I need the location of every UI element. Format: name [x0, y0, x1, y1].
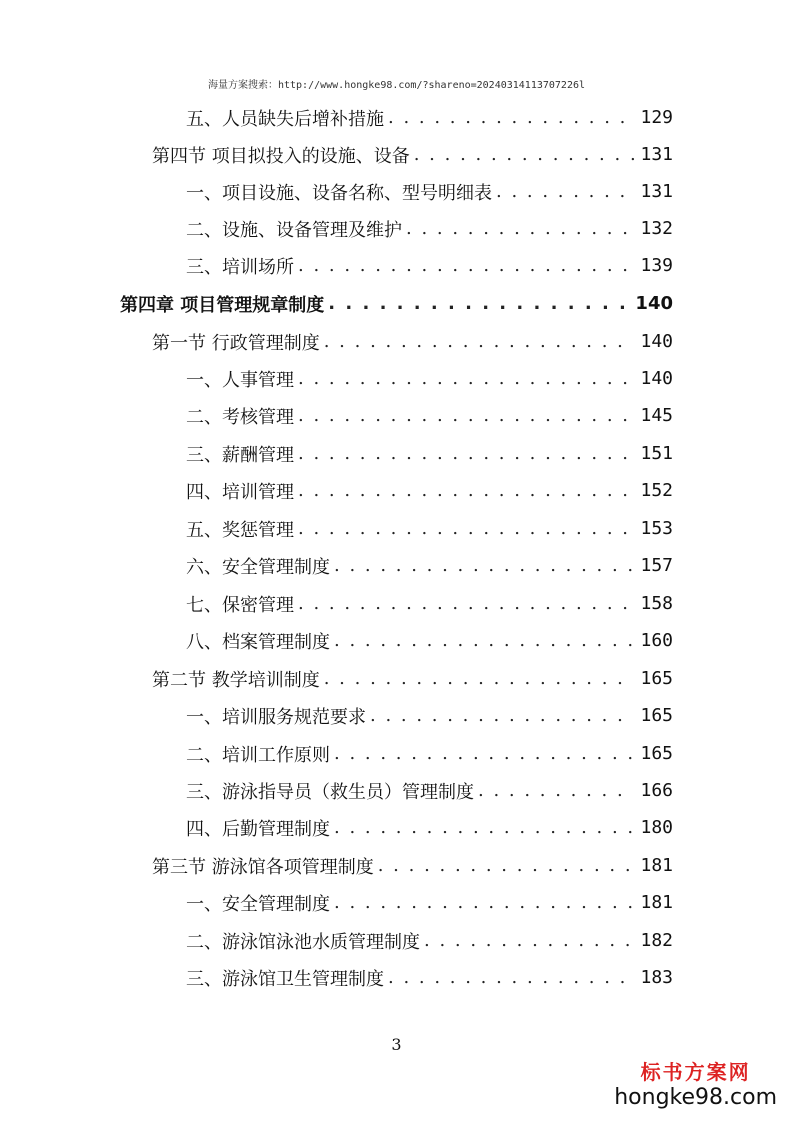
toc-entry-label: 八、档案管理制度 — [186, 631, 330, 653]
toc-entry[interactable] — [186, 472, 673, 509]
toc-entry[interactable] — [186, 397, 673, 434]
toc-entry-label: 六、安全管理制度 — [186, 556, 330, 578]
toc-dot-leader — [298, 405, 634, 426]
toc-entry-label: 一、项目设施、设备名称、型号明细表 — [186, 182, 492, 204]
toc-entry[interactable] — [186, 585, 673, 622]
toc-entry-page: 152 — [640, 480, 673, 501]
toc-dot-leader — [328, 293, 629, 314]
toc-dot-leader — [388, 107, 634, 128]
toc-entry[interactable] — [186, 247, 673, 284]
toc-chapter-entry[interactable] — [120, 285, 673, 322]
toc-entry-page: 139 — [640, 255, 673, 276]
toc-entry-page: 140 — [640, 368, 673, 389]
toc-dot-leader — [334, 555, 634, 576]
toc-entry-page: 181 — [640, 855, 673, 876]
toc-entry-page: 132 — [640, 218, 673, 239]
toc-entry[interactable] — [186, 959, 673, 996]
toc-entry-label: 一、人事管理 — [186, 369, 294, 391]
toc-entry-label: 三、培训场所 — [186, 256, 294, 278]
toc-entry[interactable] — [186, 435, 673, 472]
toc-entry[interactable] — [186, 210, 673, 247]
toc-entry-page: 151 — [640, 443, 673, 464]
toc-entry-label: 五、奖惩管理 — [186, 519, 294, 541]
toc-entry[interactable] — [186, 622, 673, 659]
watermark-cn-text: 标书方案网 — [640, 1060, 751, 1084]
toc-entry-label: 三、游泳馆卫生管理制度 — [186, 968, 384, 990]
toc-entry-label: 七、保密管理 — [186, 594, 294, 616]
toc-entry-label: 四、后勤管理制度 — [186, 818, 330, 840]
toc-entry-label: 三、游泳指导员（救生员）管理制度 — [186, 781, 474, 803]
toc-entry[interactable] — [186, 772, 673, 809]
toc-entry[interactable] — [186, 809, 673, 846]
toc-entry-label: 一、安全管理制度 — [186, 893, 330, 915]
toc-entry[interactable] — [186, 173, 673, 210]
toc-entry[interactable] — [152, 847, 673, 884]
toc-entry-page: 166 — [640, 780, 673, 801]
toc-entry[interactable] — [152, 136, 673, 173]
toc-entry[interactable] — [186, 360, 673, 397]
toc-entry-label: 二、考核管理 — [186, 406, 294, 428]
toc-dot-leader — [334, 743, 634, 764]
toc-dot-leader — [378, 855, 635, 876]
toc-entry-page: 165 — [640, 743, 673, 764]
toc-dot-leader — [324, 668, 635, 689]
toc-entry-label: 二、设施、设备管理及维护 — [186, 219, 402, 241]
toc-entry-page: 183 — [640, 967, 673, 988]
toc-entry-label: 一、培训服务规范要求 — [186, 706, 366, 728]
toc-entry-page: 140 — [640, 331, 673, 352]
toc-dot-leader — [424, 930, 634, 951]
watermark-logo — [614, 1056, 777, 1110]
toc-entry-page: 181 — [640, 892, 673, 913]
toc-entry-page: 140 — [635, 293, 673, 314]
toc-entry-page: 129 — [640, 107, 673, 128]
page-header-url: 海量方案搜索：http://www.hongke98.com/?shareno=20240314113707226l — [207, 80, 586, 91]
toc-entry-page: 165 — [640, 668, 673, 689]
toc-entry-label: 第四章 项目管理规章制度 — [120, 294, 325, 316]
toc-dot-leader — [406, 218, 634, 239]
toc-entry[interactable] — [186, 884, 673, 921]
toc-entry-label: 第二节 教学培训制度 — [152, 669, 320, 691]
toc-dot-leader — [298, 368, 634, 389]
toc-dot-leader — [298, 518, 634, 539]
toc-entry-page: 160 — [640, 630, 673, 651]
toc-entry[interactable] — [186, 547, 673, 584]
toc-entry-label: 三、薪酬管理 — [186, 444, 294, 466]
toc-dot-leader — [324, 331, 635, 352]
toc-entry[interactable] — [152, 323, 673, 360]
toc-entry-page: 157 — [640, 555, 673, 576]
toc-dot-leader — [298, 443, 634, 464]
page-number: 3 — [391, 1035, 402, 1054]
toc-entry[interactable] — [186, 735, 673, 772]
toc-entry-page: 158 — [640, 593, 673, 614]
toc-dot-leader — [334, 630, 634, 651]
toc-dot-leader — [334, 817, 634, 838]
toc-dot-leader — [478, 780, 634, 801]
toc-entry[interactable] — [186, 510, 673, 547]
toc-entry-page: 180 — [640, 817, 673, 838]
toc-dot-leader — [370, 705, 634, 726]
toc-dot-leader — [298, 593, 634, 614]
toc-dot-leader — [298, 480, 634, 501]
toc-entry-label: 第四节 项目拟投入的设施、设备 — [152, 145, 410, 167]
toc-entry[interactable] — [152, 660, 673, 697]
toc-entry-label: 第三节 游泳馆各项管理制度 — [152, 856, 374, 878]
toc-entry[interactable] — [186, 922, 673, 959]
toc-dot-leader — [334, 892, 634, 913]
toc-entry-page: 131 — [640, 144, 673, 165]
toc-entry-label: 五、人员缺失后增补措施 — [186, 108, 384, 130]
toc-entry[interactable] — [186, 697, 673, 734]
toc-entry-page: 145 — [640, 405, 673, 426]
toc-entry-page: 153 — [640, 518, 673, 539]
toc-entry[interactable] — [186, 99, 673, 136]
toc-entry-label: 四、培训管理 — [186, 481, 294, 503]
toc-dot-leader — [298, 255, 634, 276]
toc-entry-page: 165 — [640, 705, 673, 726]
toc-entry-page: 131 — [640, 181, 673, 202]
toc-dot-leader — [496, 181, 634, 202]
toc-entry-page: 182 — [640, 930, 673, 951]
toc-entry-label: 二、培训工作原则 — [186, 744, 330, 766]
toc-dot-leader — [388, 967, 634, 988]
toc-entry-label: 第一节 行政管理制度 — [152, 332, 320, 354]
watermark-en-text: hongke98.com — [614, 1085, 777, 1110]
toc-entry-label: 二、游泳馆泳池水质管理制度 — [186, 931, 420, 953]
toc-dot-leader — [414, 144, 635, 165]
